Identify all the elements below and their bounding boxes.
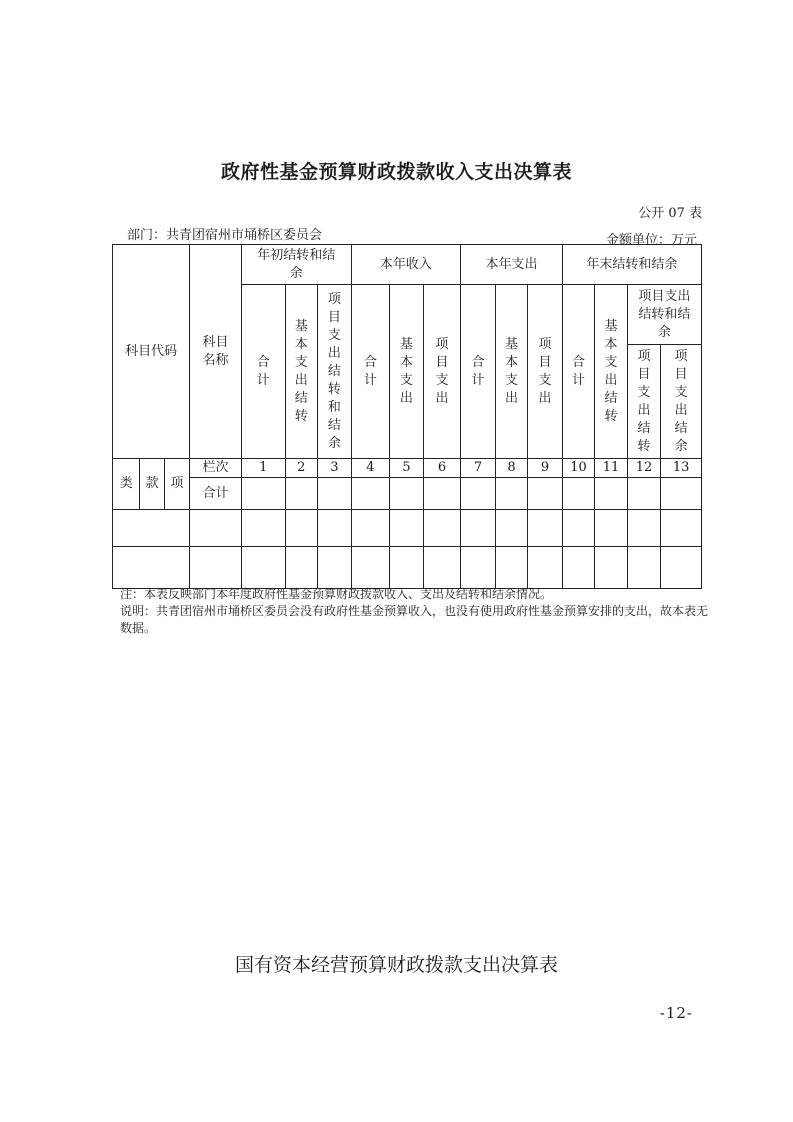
table-row (113, 547, 702, 589)
table-cell (495, 478, 527, 510)
table-cell (190, 547, 242, 589)
column-number: 8 (495, 459, 527, 478)
table-cell (595, 547, 627, 589)
table-cell (423, 478, 461, 510)
column-number: 2 (285, 459, 317, 478)
next-section-title: 国有资本经营预算财政拨款支出决算表 (234, 954, 558, 976)
header-income-basic: 基本支出 (390, 285, 424, 459)
column-number: 12 (627, 459, 661, 478)
fund-table (112, 244, 702, 589)
note-text: 注：本表反映部门本年度政府性基金预算财政拨款收入、支出及结转和结余情况。 (120, 587, 553, 601)
table-cell (461, 510, 496, 547)
header-expense-total: 合计 (461, 285, 496, 459)
column-number: 11 (595, 459, 627, 478)
header-closing-project: 项目支出结转和结余 (627, 285, 701, 345)
notes-block (120, 586, 710, 637)
header-opening-project: 项目支出结转和结余 (318, 285, 352, 459)
table-cell (461, 547, 496, 589)
table-cell (241, 547, 285, 589)
table-cell (318, 510, 352, 547)
label-lei: 类 (113, 459, 140, 510)
table-cell (241, 510, 285, 547)
table-cell (562, 478, 594, 510)
table-cell (562, 547, 594, 589)
column-number: 7 (461, 459, 496, 478)
table-cell (495, 547, 527, 589)
column-number: 1 (241, 459, 285, 478)
header-subject-name: 科目名称 (190, 245, 242, 459)
header-closing-project-balance: 项目支出结余 (661, 345, 702, 459)
table-row (113, 510, 702, 547)
column-number: 10 (562, 459, 594, 478)
table-cell (627, 547, 661, 589)
table-cell (423, 510, 461, 547)
header-income: 本年收入 (351, 245, 461, 285)
table-cell (423, 547, 461, 589)
column-number: 13 (661, 459, 702, 478)
table-cell (351, 547, 390, 589)
table-cell (113, 547, 190, 589)
table-cell (351, 510, 390, 547)
column-number: 4 (351, 459, 390, 478)
table-cell (190, 510, 242, 547)
unit-label: 金额单位：万元 (605, 233, 697, 248)
label-xiang: 项 (164, 459, 189, 510)
header-income-project: 项目支出 (423, 285, 461, 459)
table-cell (661, 547, 702, 589)
page-number: -12- (659, 1004, 693, 1022)
table-cell (562, 510, 594, 547)
form-number: 公开 07 表 (638, 206, 702, 221)
header-income-total: 合计 (351, 285, 390, 459)
header-expense-project: 项目支出 (528, 285, 563, 459)
table-cell (461, 478, 496, 510)
table-cell (241, 478, 285, 510)
table-cell (661, 510, 702, 547)
label-column-no: 栏次 (190, 459, 242, 478)
explanation-text: 说明：共青团宿州市埇桥区委员会没有政府性基金预算收入，也没有使用政府性基金预算安排的支出，故本表无数据。 (120, 604, 709, 635)
header-subject-code: 科目代码 (113, 245, 190, 459)
table-cell (627, 478, 661, 510)
table-cell (661, 478, 702, 510)
table-cell (318, 547, 352, 589)
header-closing-basic: 基本支出结转 (595, 285, 627, 459)
table-cell (390, 478, 424, 510)
label-kuan: 款 (140, 459, 164, 510)
table-cell (285, 478, 317, 510)
table-cell (495, 510, 527, 547)
table-cell (528, 510, 563, 547)
table-cell (528, 478, 563, 510)
table-cell (627, 510, 661, 547)
header-closing-balance: 年末结转和结余 (562, 245, 701, 285)
page-title: 政府性基金预算财政拨款收入支出决算表 (220, 161, 572, 183)
header-opening-basic: 基本支出结转 (285, 285, 317, 459)
column-number: 3 (318, 459, 352, 478)
header-expenditure: 本年支出 (461, 245, 563, 285)
column-number: 5 (390, 459, 424, 478)
column-number: 9 (528, 459, 563, 478)
header-opening-balance: 年初结转和结余 (241, 245, 351, 285)
header-closing-project-carry: 项目支出结转 (627, 345, 661, 459)
label-total: 合计 (190, 478, 242, 510)
table-cell (595, 510, 627, 547)
table-cell (351, 478, 390, 510)
table-cell (528, 547, 563, 589)
department-label: 部门：共青团宿州市埇桥区委员会 (127, 228, 323, 243)
table-cell (285, 510, 317, 547)
table-cell (595, 478, 627, 510)
header-opening-total: 合计 (241, 285, 285, 459)
header-closing-total: 合计 (562, 285, 594, 459)
table-cell (390, 547, 424, 589)
table-cell (390, 510, 424, 547)
column-number: 6 (423, 459, 461, 478)
table-cell (318, 478, 352, 510)
header-expense-basic: 基本支出 (495, 285, 527, 459)
table-cell (113, 510, 190, 547)
table-cell (285, 547, 317, 589)
